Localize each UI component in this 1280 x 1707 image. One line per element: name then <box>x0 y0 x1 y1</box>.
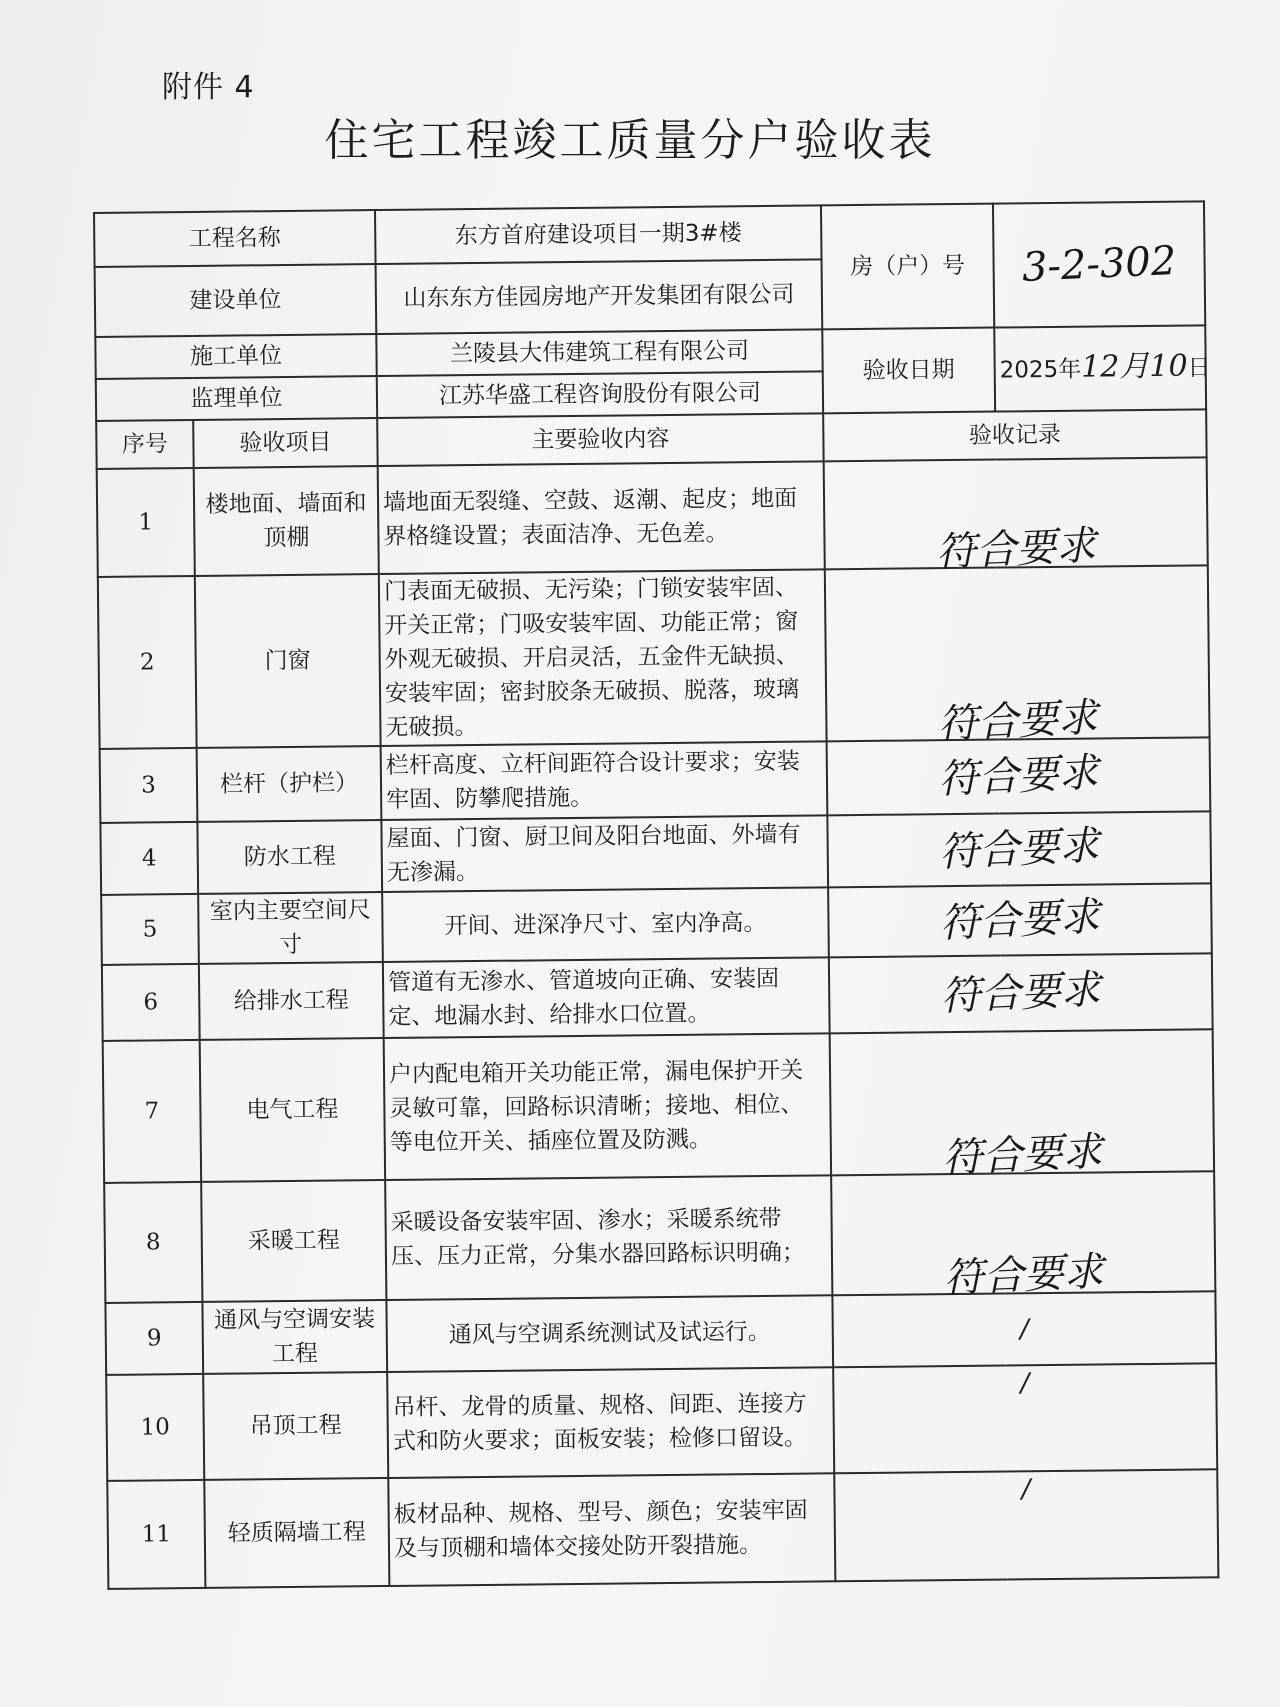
date-day-suffix: 日 <box>1187 355 1211 382</box>
row-content: 门表面无破损、无污染；门锁安装牢固、开关正常；门吸安装牢固、功能正常；窗外观无破损、开启灵活，五金件无缺损、 安装牢固；密封胶条无破损、脱落，玻璃无破损。 <box>379 569 827 746</box>
row-record-cell <box>827 737 1211 815</box>
table-row <box>106 1363 1217 1481</box>
row-item: 给排水工程 <box>199 962 384 1040</box>
table-row <box>104 1171 1215 1303</box>
row-seq: 6 <box>102 964 200 1041</box>
row-record-cell <box>834 1469 1218 1581</box>
row-record: 符合要求 <box>936 694 1099 748</box>
row-item: 室内主要空间尺寸 <box>198 892 383 964</box>
table-row <box>101 883 1212 965</box>
table-row <box>100 737 1211 823</box>
col-header-content: 主要验收内容 <box>377 413 823 466</box>
row-record-cell <box>833 1363 1217 1473</box>
date-month-day: 12月10 <box>1081 348 1188 385</box>
form-title: 住宅工程竣工质量分户验收表 <box>324 115 936 166</box>
row-seq: 8 <box>104 1182 202 1303</box>
row-content: 管道有无渗水、管道坡向正确、安装固定、地漏水封、给排水口位置。 <box>383 957 830 1038</box>
row-seq: 3 <box>100 748 198 823</box>
date-label: 验收日期 <box>822 328 995 414</box>
acceptance-form-table <box>93 200 1219 1590</box>
header-row-project <box>94 201 1205 267</box>
row-content: 墙地面无裂缝、空鼓、返潮、起皮；地面界格缝设置；表面洁净、无色差。 <box>378 461 825 574</box>
row-seq: 9 <box>105 1302 203 1375</box>
table-row <box>102 953 1213 1041</box>
row-seq: 2 <box>98 576 197 749</box>
room-number-label: 房（户）号 <box>821 204 994 330</box>
row-content: 栏杆高度、立杆间距符合设计要求；安装牢固、防攀爬措施。 <box>381 741 828 820</box>
row-record-cell <box>824 457 1208 576</box>
row-record-cell <box>825 565 1210 748</box>
builder-label: 建设单位 <box>95 264 377 337</box>
table-row <box>98 565 1210 749</box>
row-record: 符合要求 <box>941 1128 1104 1182</box>
row-content: 户内配电箱开关功能正常，漏电保护开关灵敏可靠，回路标识清晰；接地、相位、等电位开关、插座位置及防溅。 <box>384 1033 831 1180</box>
row-item: 轻质隔墙工程 <box>204 1478 389 1588</box>
row-item: 吊顶工程 <box>203 1372 388 1480</box>
row-record: / <box>1021 1474 1031 1505</box>
row-content: 开间、进深净尺寸、室内净高。 <box>382 887 829 962</box>
row-content: 通风与空调系统测试及试运行。 <box>386 1295 833 1372</box>
room-number-value: 3-2-302 <box>1021 237 1178 291</box>
table-row <box>105 1291 1216 1375</box>
row-record-cell <box>831 1171 1215 1302</box>
col-header-item: 验收项目 <box>193 418 377 468</box>
row-content: 采暖设备安装牢固、渗水；采暖系统带压、压力正常，分集水器回路标识明确； <box>385 1175 832 1300</box>
row-seq: 7 <box>103 1040 201 1183</box>
row-item: 通风与空调安装工程 <box>202 1300 387 1374</box>
row-seq: 11 <box>107 1480 205 1589</box>
row-content: 板材品种、规格、型号、颜色；安装牢固及与顶棚和墙体交接处防开裂措施。 <box>388 1473 835 1586</box>
row-record-cell <box>829 953 1213 1033</box>
row-item: 防水工程 <box>197 820 382 894</box>
row-item: 楼地面、墙面和顶棚 <box>194 466 379 576</box>
room-number-cell <box>993 201 1205 327</box>
row-record-cell <box>827 811 1211 887</box>
table-row <box>103 1029 1214 1183</box>
builder-value: 山东东方佳园房地产开发集团有限公司 <box>376 259 823 334</box>
table-row <box>100 811 1211 895</box>
row-record: 符合要求 <box>935 522 1098 576</box>
supervisor-value: 江苏华盛工程咨询股份有限公司 <box>377 371 823 418</box>
table-row <box>97 457 1208 577</box>
row-record: / <box>1020 1368 1030 1399</box>
contractor-value: 兰陵县大伟建筑工程有限公司 <box>376 329 822 376</box>
row-record: / <box>1019 1314 1029 1345</box>
row-record-cell <box>832 1291 1216 1367</box>
row-record: 符合要求 <box>938 822 1101 876</box>
row-content: 吊杆、龙骨的质量、规格、间距、连接方式和防火要求；面板安装；检修口留设。 <box>387 1367 834 1478</box>
row-item: 门窗 <box>195 574 381 748</box>
row-record: 符合要求 <box>942 1248 1105 1302</box>
date-cell <box>994 325 1211 411</box>
row-seq: 10 <box>106 1374 204 1481</box>
row-record-cell <box>828 883 1212 957</box>
date-year: 2025年 <box>999 356 1082 384</box>
project-name-label: 工程名称 <box>94 210 376 267</box>
project-name-value: 东方首府建设项目一期3#楼 <box>375 205 822 264</box>
col-header-seq: 序号 <box>96 420 193 469</box>
contractor-label: 施工单位 <box>95 334 376 379</box>
col-header-record: 验收记录 <box>823 409 1206 461</box>
row-item: 采暖工程 <box>201 1180 386 1302</box>
row-seq: 5 <box>101 894 199 965</box>
row-record: 符合要求 <box>939 893 1101 947</box>
supervisor-label: 监理单位 <box>96 376 377 421</box>
row-content: 屋面、门窗、厨卫间及阳台地面、外墙有无渗漏。 <box>381 815 828 892</box>
table-row <box>107 1469 1218 1589</box>
row-record-cell <box>830 1029 1214 1182</box>
row-item: 栏杆（护栏） <box>197 746 382 822</box>
attachment-label: 附件 4 <box>162 70 255 105</box>
row-item: 电气工程 <box>200 1038 385 1182</box>
row-seq: 1 <box>97 468 195 577</box>
row-record: 符合要求 <box>937 749 1100 803</box>
row-record: 符合要求 <box>939 966 1102 1020</box>
row-seq: 4 <box>100 822 198 895</box>
